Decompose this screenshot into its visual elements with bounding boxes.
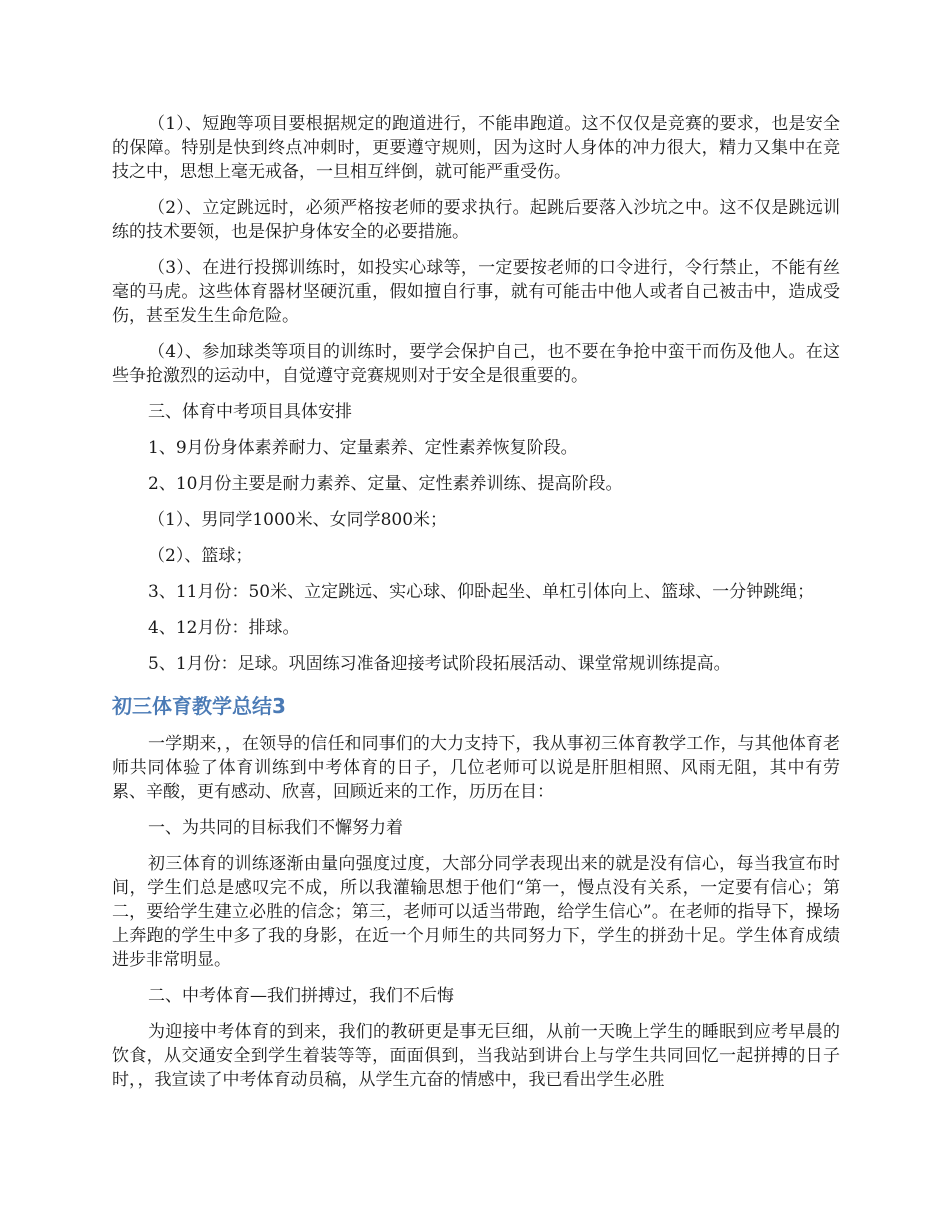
subheading-exam: 二、中考体育—我们拼搏过，我们不后悔	[148, 986, 454, 1006]
paragraph-training: 初三体育的训练逐渐由量向强度过度，大部分同学表现出来的就是没有信心，每当我宣布时间，学生们总是感叹完不成，所以我灌输思想于他们“第一，慢点没有关系，一定要有信心；第二，要给学生建立必胜的信念；第三，老师可以适当带跑，给学生信心”。在老师的指导下，操场上奔跑的学生中多了我的身影，在近一个月师生的共同努力下，学生的拼劲十足。学生体育成绩进步非常明显。	[112, 854, 840, 970]
section-title-exam-schedule: 三、体育中考项目具体安排	[148, 402, 352, 422]
schedule-item-september: 1、9月份身体素养耐力、定量素养、定性素养恢复阶段。	[148, 438, 578, 458]
article-heading: 初三体育教学总结3	[112, 694, 286, 718]
paragraph-safety-long-jump: （2）、立定跳远时，必须严格按老师的要求执行。起跳后要落入沙坑之中。这不仅是跳远训练的技术要领，也是保护身体安全的必要措施。	[112, 198, 840, 242]
subheading-common-goal: 一、为共同的目标我们不懈努力着	[148, 818, 403, 838]
paragraph-safety-throwing: （3）、在进行投掷训练时，如投实心球等，一定要按老师的口令进行，令行禁止，不能有丝毫的马虎。这些体育器材坚硬沉重，假如擅自行事，就有可能击中他人或者自己被击中，造成受伤，甚至发生生命危险。	[112, 258, 840, 326]
schedule-item-december: 4、12月份：排球。	[148, 618, 300, 638]
schedule-subitem-basketball: （2）、篮球；	[148, 546, 253, 566]
schedule-item-january: 5、1月份：足球。巩固练习准备迎接考试阶段拓展活动、课堂常规训练提高。	[148, 654, 731, 674]
schedule-subitem-running: （1）、男同学1000米、女同学800米；	[148, 510, 448, 530]
document-body	[112, 112, 840, 1104]
paragraph-safety-ball-games: （4）、参加球类等项目的训练时，要学会保护自己，也不要在争抢中蛮干而伤及他人。在这些争抢激烈的运动中，自觉遵守竞赛规则对于安全是很重要的。	[112, 342, 840, 386]
paragraph-intro: 一学期来，，在领导的信任和同事们的大力支持下，我从事初三体育教学工作，与其他体育老师共同体验了体育训练到中考体育的日子，几位老师可以说是肝胆相照、风雨无阻，其中有劳累、辛酸，更有感动、欣喜，回顾近来的工作，历历在目：	[112, 734, 840, 802]
paragraph-exam-preparation: 为迎接中考体育的到来，我们的教研更是事无巨细，从前一天晚上学生的睡眠到应考早晨的饮食，从交通安全到学生着装等等，面面俱到，当我站到讲台上与学生共同回忆一起拼搏的日子时，，我宣读了中考体育动员稿，从学生亢奋的情感中，我已看出学生必胜	[112, 1022, 840, 1090]
schedule-item-november: 3、11月份：50米、立定跳远、实心球、仰卧起坐、单杠引体向上、篮球、一分钟跳绳；	[148, 582, 815, 602]
paragraph-safety-sprint: （1）、短跑等项目要根据规定的跑道进行，不能串跑道。这不仅仅是竞赛的要求，也是安全的保障。特别是快到终点冲刺时，更要遵守规则，因为这时人身体的冲力很大，精力又集中在竞技之中，思想上毫无戒备，一旦相互绊倒，就可能严重受伤。	[112, 114, 840, 182]
schedule-item-october: 2、10月份主要是耐力素养、定量、定性素养训练、提高阶段。	[148, 474, 623, 494]
